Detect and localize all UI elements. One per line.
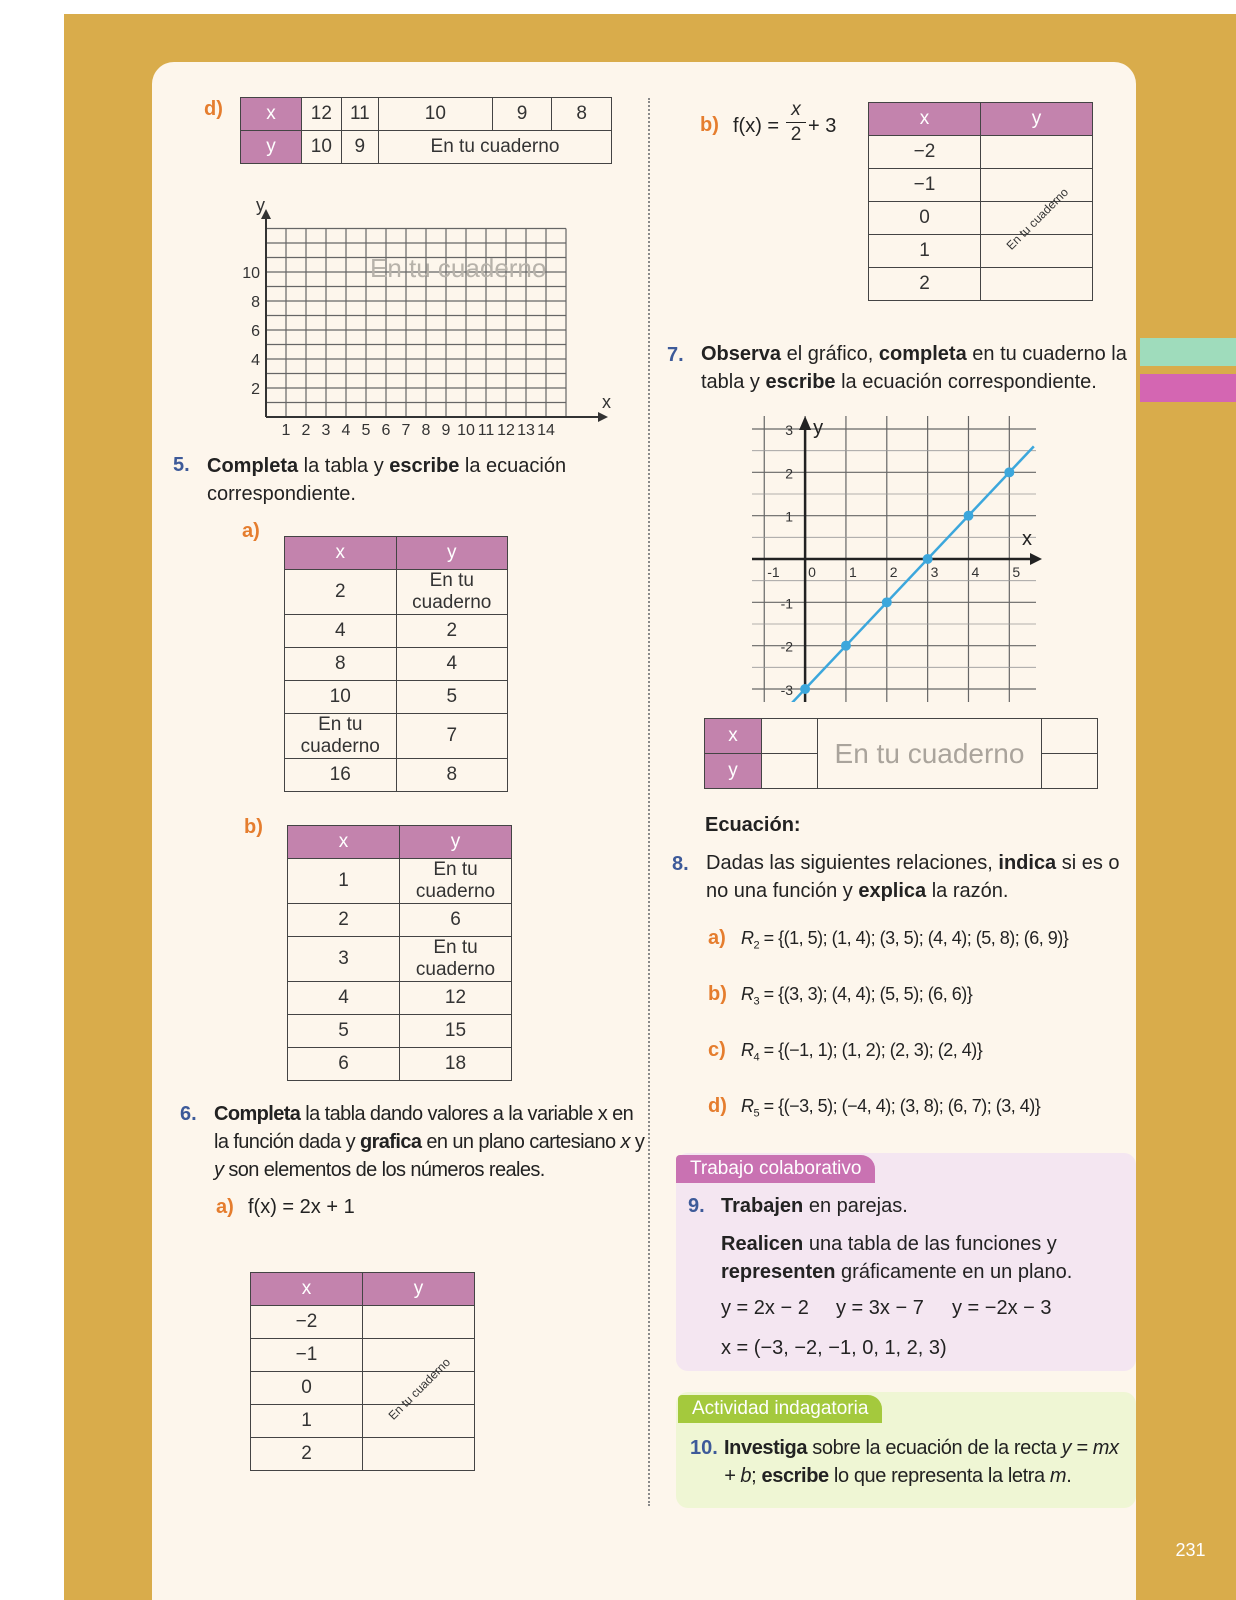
exercise-6-text bbox=[214, 1100, 646, 1184]
exercise-9-bold-2: Realicen bbox=[721, 1233, 804, 1255]
colab-x-values: x = (−3, −2, −1, 0, 1, 2, 3) bbox=[721, 1337, 947, 1359]
grid-d-watermark: En tu cuaderno bbox=[370, 253, 547, 283]
table-7-head-y: y bbox=[705, 754, 762, 789]
chart-y-tick: -3 bbox=[780, 682, 794, 698]
exercise-10-text-4: . bbox=[1066, 1465, 1072, 1487]
exercise-9-line-1 bbox=[721, 1192, 908, 1220]
relation-name: R bbox=[741, 1040, 754, 1060]
table-d-cell: 9 bbox=[341, 131, 378, 164]
exercise-6-number: 6. bbox=[180, 1103, 197, 1125]
table-cell-x: 1 bbox=[869, 235, 981, 268]
exercise-6-text-4: son elementos de los números reales. bbox=[223, 1159, 545, 1181]
grid-d-y-tick: 8 bbox=[251, 294, 260, 311]
table-cell-x: 8 bbox=[285, 648, 397, 681]
chart-series-line bbox=[785, 446, 1034, 702]
table-d-cell: 10 bbox=[302, 131, 342, 164]
grid-d-x-tick: 8 bbox=[421, 422, 431, 439]
exercise-5-text bbox=[207, 452, 632, 508]
exercise-6b-func-suffix: + 3 bbox=[808, 115, 837, 137]
table-cell-y bbox=[981, 136, 1093, 169]
chart-y-tick: -1 bbox=[780, 595, 794, 612]
exercise-10-text-1: sobre la ecuación de la recta bbox=[807, 1437, 1062, 1459]
table-cell-x: 2 bbox=[288, 904, 400, 937]
relation-set: = {(1, 5); (1, 4); (3, 5); (4, 4); (5, 8); (6, 9)} bbox=[759, 928, 1069, 948]
table-cell-x: 0 bbox=[869, 202, 981, 235]
exercise-9-bold-3: representen bbox=[721, 1261, 836, 1283]
table-d-cell: 11 bbox=[341, 98, 378, 131]
indag-tag: Actividad indagatoria bbox=[678, 1395, 882, 1423]
exercise-8-text-3: la razón. bbox=[926, 880, 1009, 902]
fraction-denominator: 2 bbox=[790, 124, 802, 145]
grid-d-x-tick: 2 bbox=[301, 422, 311, 439]
exercise-10-bold-2: escribe bbox=[761, 1465, 829, 1487]
colab-eq-3: y = −2x − 3 bbox=[952, 1297, 1052, 1319]
table-7-cell bbox=[1042, 754, 1098, 789]
chart-x-label: x bbox=[1022, 528, 1032, 550]
relation-subscript: 3 bbox=[753, 995, 760, 1008]
table-cell-x: −2 bbox=[251, 1306, 363, 1339]
exercise-8-item-label: c) bbox=[708, 1039, 726, 1061]
table-cell-y: 18 bbox=[400, 1048, 512, 1081]
table-cell-x: 2 bbox=[251, 1438, 363, 1471]
grid-d-y-axis-label: y bbox=[256, 195, 265, 215]
exercise-6b-fraction bbox=[786, 98, 806, 147]
chart-point bbox=[882, 597, 892, 607]
table-cell-x: 6 bbox=[288, 1048, 400, 1081]
green-tab-strip bbox=[1140, 338, 1236, 366]
table-d-cell: 12 bbox=[302, 98, 342, 131]
exercise-7-chart bbox=[752, 416, 1042, 702]
grid-d-x-tick: 10 bbox=[457, 422, 475, 439]
exercise-10-text-2: ; bbox=[751, 1465, 762, 1487]
exercise-10-number: 10. bbox=[690, 1437, 718, 1459]
exercise-9-bold-1: Trabajen bbox=[721, 1195, 804, 1217]
chart-x-tick: -1 bbox=[767, 564, 780, 580]
table-7-cell bbox=[762, 719, 818, 754]
table-head-y: y bbox=[363, 1273, 475, 1306]
exercise-6a-function: f(x) = 2x + 1 bbox=[248, 1196, 355, 1218]
grid-d-x-tick: 11 bbox=[477, 422, 495, 439]
exercise-8-text-1: Dadas las siguientes relaciones, bbox=[706, 852, 999, 874]
chart-x-arrow bbox=[1030, 553, 1042, 565]
chart-y-tick: 2 bbox=[785, 465, 794, 482]
exercise-8-relation bbox=[741, 1036, 982, 1072]
placeholder-text: En tu cuaderno bbox=[985, 167, 1088, 270]
empty-grid-d bbox=[230, 195, 620, 440]
exercise-8-item-label: d) bbox=[708, 1095, 727, 1117]
grid-d-x-tick: 6 bbox=[381, 422, 391, 439]
fraction-numerator: x bbox=[786, 98, 806, 123]
exercise-9-line-2 bbox=[721, 1230, 1131, 1286]
table-cell-y bbox=[363, 1306, 475, 1339]
chart-y-tick: 1 bbox=[785, 508, 794, 525]
grid-d-y-tick: 6 bbox=[251, 323, 260, 340]
table-7-cell bbox=[1042, 719, 1098, 754]
chart-x-tick: 5 bbox=[1012, 564, 1021, 580]
table-d-head-x: x bbox=[241, 98, 302, 131]
exercise-5-bold-2: escribe bbox=[389, 455, 460, 477]
table-cell-x: 1 bbox=[288, 859, 400, 904]
table-cell-y: 4 bbox=[396, 648, 508, 681]
grid-d-x-tick: 3 bbox=[321, 422, 331, 439]
table-5b bbox=[287, 825, 512, 1081]
exercise-9-text-1: en parejas. bbox=[803, 1195, 908, 1217]
colab-eq-2: y = 3x − 7 bbox=[836, 1297, 924, 1319]
exercise-10-text bbox=[724, 1434, 1134, 1490]
placeholder-text: En tu cuaderno bbox=[367, 1337, 470, 1440]
exercise-6a-label: a) bbox=[216, 1196, 234, 1218]
grid-d-x-tick: 7 bbox=[401, 422, 411, 439]
chart-y-label: y bbox=[813, 417, 824, 439]
table-cell-y: 12 bbox=[400, 982, 512, 1015]
chart-x-tick: 3 bbox=[930, 564, 939, 580]
grid-d-x-tick: 9 bbox=[441, 422, 451, 439]
table-7 bbox=[704, 718, 1098, 789]
exercise-d-label: d) bbox=[204, 98, 223, 120]
colab-tag: Trabajo colaborativo bbox=[676, 1155, 875, 1183]
grid-d-x-tick: 14 bbox=[537, 422, 555, 439]
relation-name: R bbox=[741, 984, 754, 1004]
exercise-6-bold-2: grafica bbox=[359, 1131, 422, 1153]
placeholder-text: En tu cuaderno bbox=[378, 131, 611, 164]
placeholder-text: En tu cuaderno bbox=[285, 714, 397, 759]
grid-d-x-tick: 12 bbox=[497, 422, 515, 439]
grid-d-y-tick: 2 bbox=[251, 381, 260, 398]
exercise-6-italic-y: y bbox=[214, 1159, 224, 1181]
exercise-7-bold-1: Observa bbox=[701, 343, 782, 365]
exercise-8-number: 8. bbox=[672, 853, 689, 875]
table-cell-x: 3 bbox=[288, 937, 400, 982]
exercise-8-text bbox=[706, 849, 1136, 905]
grid-d-y-tick: 10 bbox=[242, 265, 260, 282]
table-7-head-x: x bbox=[705, 719, 762, 754]
exercise-10-bold-1: Investiga bbox=[724, 1437, 808, 1459]
chart-point bbox=[841, 641, 851, 651]
chart-point bbox=[923, 554, 933, 564]
grid-d-x-axis-label: x bbox=[602, 392, 611, 412]
table-cell-x: 16 bbox=[285, 759, 397, 792]
exercise-8-bold-2: explica bbox=[858, 880, 927, 902]
table-head-x: x bbox=[869, 103, 981, 136]
chart-y-tick: -2 bbox=[780, 638, 794, 655]
table-d-head-y: y bbox=[241, 131, 302, 164]
table-7-cell bbox=[762, 754, 818, 789]
page-number: 231 bbox=[1175, 1540, 1206, 1560]
exercise-8-item-label: b) bbox=[708, 983, 727, 1005]
table-head-x: x bbox=[285, 537, 397, 570]
table-cell-x: 0 bbox=[251, 1372, 363, 1405]
table-cell-y: 15 bbox=[400, 1015, 512, 1048]
placeholder-text: En tu cuaderno bbox=[400, 937, 512, 982]
table-cell-x: 10 bbox=[285, 681, 397, 714]
chart-point bbox=[800, 684, 810, 694]
exercise-6-text-3: y bbox=[629, 1131, 645, 1153]
chart-point bbox=[963, 511, 973, 521]
table-cell-x: 4 bbox=[285, 615, 397, 648]
table-cell-y: 2 bbox=[396, 615, 508, 648]
relation-subscript: 2 bbox=[753, 939, 760, 952]
table-cell-x: 4 bbox=[288, 982, 400, 1015]
table-7-placeholder: En tu cuaderno bbox=[818, 719, 1042, 789]
table-cell-x: −1 bbox=[869, 169, 981, 202]
exercise-8-bold-1: indica bbox=[998, 852, 1057, 874]
colab-eq-1: y = 2x − 2 bbox=[721, 1297, 809, 1319]
exercise-6-italic-x: x bbox=[620, 1131, 630, 1153]
table-cell-y: 8 bbox=[396, 759, 508, 792]
exercise-7-number: 7. bbox=[667, 344, 684, 366]
exercise-8-relation bbox=[741, 924, 1068, 960]
exercise-7-text-2: en tu cuaderno la tabla y bbox=[701, 343, 1127, 393]
exercise-7-bold-3: escribe bbox=[765, 371, 836, 393]
exercise-8-text-2: si es o no una función y bbox=[706, 852, 1120, 902]
relation-subscript: 4 bbox=[753, 1051, 760, 1064]
exercise-6-text-1: la tabla dando valores a la variable x en la función dada y bbox=[214, 1103, 634, 1153]
exercise-7-text bbox=[701, 340, 1136, 396]
pink-tab-strip bbox=[1140, 374, 1236, 402]
table-head-y: y bbox=[396, 537, 508, 570]
chart-y-arrow bbox=[799, 416, 811, 430]
grid-d-x-tick: 13 bbox=[517, 422, 535, 439]
exercise-9-text-2: una tabla de las funciones y bbox=[803, 1233, 1057, 1255]
exercise-8-relation bbox=[741, 980, 972, 1016]
equation-label: Ecuación: bbox=[705, 814, 801, 836]
table-cell-y: 5 bbox=[396, 681, 508, 714]
exercise-6-text-2: en un plano cartesiano bbox=[421, 1131, 621, 1153]
relation-set: = {(−1, 1); (1, 2); (2, 3); (2, 4)} bbox=[759, 1040, 983, 1060]
exercise-5-text-1: la tabla y bbox=[298, 455, 390, 477]
chart-x-tick: 4 bbox=[971, 564, 980, 580]
table-head-y: y bbox=[400, 826, 512, 859]
exercise-5b-label: b) bbox=[244, 816, 263, 838]
exercise-9-number: 9. bbox=[688, 1195, 705, 1217]
exercise-8-item-label: a) bbox=[708, 927, 726, 949]
table-head-y: y bbox=[981, 103, 1093, 136]
relation-set: = {(−3, 5); (−4, 4); (3, 8); (6, 7); (3, 4)} bbox=[759, 1096, 1041, 1116]
grid-d-x-tick: 5 bbox=[361, 422, 371, 439]
table-head-x: x bbox=[251, 1273, 363, 1306]
column-divider bbox=[648, 98, 650, 1506]
exercise-7-bold-2: completa bbox=[878, 343, 967, 365]
table-6a bbox=[250, 1272, 475, 1471]
exercise-10-equation: y = mx + b bbox=[724, 1437, 1119, 1487]
table-cell-y bbox=[981, 268, 1093, 301]
chart-x-tick: 0 bbox=[808, 564, 816, 580]
table-5a bbox=[284, 536, 508, 792]
table-cell-x: 1 bbox=[251, 1405, 363, 1438]
relation-subscript: 5 bbox=[753, 1107, 760, 1120]
chart-y-tick: 3 bbox=[785, 422, 794, 438]
chart-x-tick: 1 bbox=[848, 564, 857, 580]
placeholder-text: En tu cuaderno bbox=[396, 570, 508, 615]
exercise-10-letter: m bbox=[1049, 1465, 1067, 1487]
table-cell-x: 5 bbox=[288, 1015, 400, 1048]
table-cell-y: 7 bbox=[396, 714, 508, 759]
exercise-7-text-3: la ecuación correspondiente. bbox=[835, 371, 1097, 393]
chart-x-tick: 2 bbox=[889, 564, 898, 580]
table-d-cell: 9 bbox=[492, 98, 552, 131]
chart-point bbox=[1004, 467, 1014, 477]
exercise-9-text-3: gráficamente en un plano. bbox=[835, 1261, 1073, 1283]
table-d-cell: 8 bbox=[552, 98, 612, 131]
grid-d-x-tick: 1 bbox=[281, 422, 291, 439]
table-head-x: x bbox=[288, 826, 400, 859]
exercise-5-number: 5. bbox=[173, 454, 190, 476]
exercise-6-bold-1: Completa bbox=[214, 1103, 301, 1125]
relation-set: = {(3, 3); (4, 4); (5, 5); (6, 6)} bbox=[759, 984, 973, 1004]
exercise-6b-label: b) bbox=[700, 114, 719, 136]
exercise-5-bold-1: Completa bbox=[207, 455, 299, 477]
table-cell-y: 6 bbox=[400, 904, 512, 937]
exercise-10-text-3: lo que representa la letra bbox=[828, 1465, 1050, 1487]
table-cell-x: 2 bbox=[285, 570, 397, 615]
relation-name: R bbox=[741, 1096, 754, 1116]
table-cell-x: −2 bbox=[869, 136, 981, 169]
grid-d-y-tick: 4 bbox=[251, 352, 260, 369]
exercise-8-relation bbox=[741, 1092, 1040, 1128]
table-d bbox=[240, 97, 612, 164]
relation-name: R bbox=[741, 928, 754, 948]
exercise-7-text-1: el gráfico, bbox=[781, 343, 879, 365]
table-6b bbox=[868, 102, 1093, 301]
grid-d-x-tick: 4 bbox=[341, 422, 351, 439]
exercise-5-text-2: la ecuación correspondiente. bbox=[207, 455, 567, 505]
table-cell-x: 2 bbox=[869, 268, 981, 301]
exercise-5a-label: a) bbox=[242, 520, 260, 542]
exercise-6b-func-prefix: f(x) = bbox=[733, 115, 780, 137]
table-cell-y bbox=[363, 1438, 475, 1471]
table-cell-x: −1 bbox=[251, 1339, 363, 1372]
table-d-cell: 10 bbox=[378, 98, 492, 131]
placeholder-text: En tu cuaderno bbox=[400, 859, 512, 904]
